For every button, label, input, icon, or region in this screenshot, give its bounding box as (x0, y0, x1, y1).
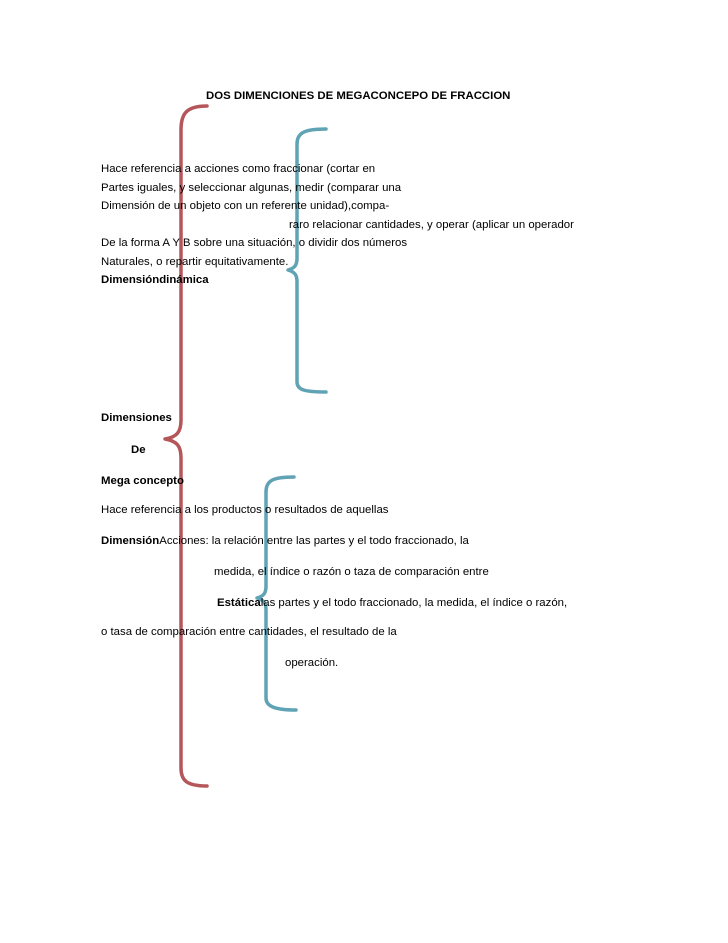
dynamic-dimension-label: Dimensióndinámica (101, 274, 209, 286)
dynamic-line-1: Hace referencia a acciones como fraccionar (cortar en (101, 163, 376, 175)
main-label-dimensiones: Dimensiones (101, 412, 172, 424)
static-line-3: medida, el índice o razón o taza de comparación entre (214, 566, 489, 578)
dynamic-line-4: raro relacionar cantidades, y operar (aplicar un operador (289, 219, 574, 231)
static-line-6: operación. (285, 657, 339, 669)
main-label-de: De (131, 444, 146, 456)
static-line-4 (217, 596, 567, 610)
static-line-1: Hace referencia a los productos o resultados de aquellas (101, 504, 389, 516)
dynamic-line-6: Naturales, o repartir equitativamente. (101, 256, 289, 268)
dynamic-line-5: De la forma A Y B sobre una situación, o dividir dos números (101, 237, 408, 249)
static-estatica-bold: Estática (217, 597, 261, 609)
static-dimension-bold: Dimensión (101, 535, 160, 547)
static-line-2-text: Acciones: la relación entre las partes y el todo fraccionado, la (159, 535, 469, 547)
static-line-5: o tasa de comparación entre cantidades, el resultado de la (101, 626, 397, 638)
static-line-4-text: las partes y el todo fraccionado, la medida, el índice o razón, (260, 597, 568, 609)
main-label-mega-concepto: Mega concepto (101, 475, 184, 487)
static-line-2 (101, 534, 469, 548)
dynamic-line-2: Partes iguales, y seleccionar algunas, medir (comparar una (101, 182, 402, 194)
page-title: DOS DIMENCIONES DE MEGACONCEPO DE FRACCION (206, 90, 511, 102)
dynamic-line-3: Dimensión de un objeto con un referente unidad),compa- (101, 200, 390, 212)
